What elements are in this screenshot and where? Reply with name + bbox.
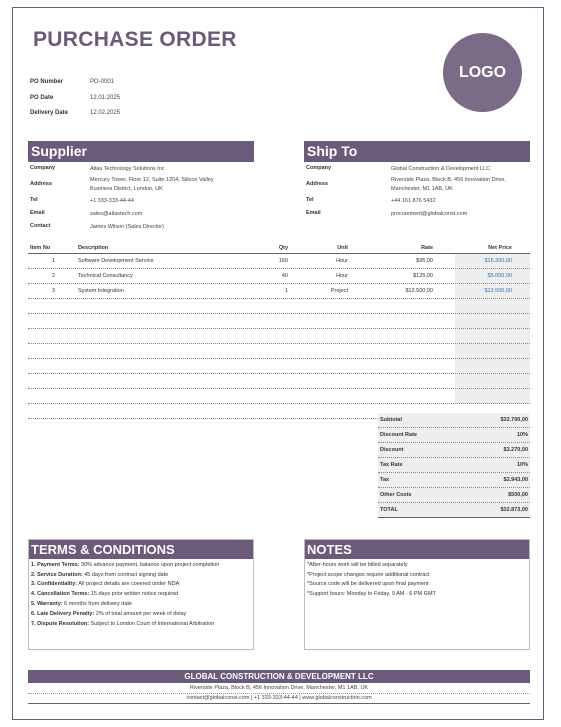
term-item: 1. Payment Terms: 30% advance payment, balance upon project completion: [31, 561, 220, 568]
po-number-value: PO-0001: [90, 79, 115, 85]
ship-to-email-row: [306, 210, 467, 219]
table-row: [28, 254, 530, 269]
footer-company-name: GLOBAL CONSTRUCTION & DEVELOPMENT LLC: [28, 670, 530, 683]
supplier-email-row: [30, 210, 142, 219]
total-value: $32.873,00: [500, 507, 528, 513]
total-label: Tax: [380, 477, 390, 483]
totals-table: [378, 413, 530, 518]
qty-cell: 160: [278, 258, 288, 264]
total-label: TOTAL: [380, 507, 398, 513]
col-unit: Unit: [337, 244, 348, 251]
term-item: 5. Warranty: 6 months from delivery date: [31, 600, 132, 607]
supplier-email-label: Email: [30, 210, 45, 216]
po-number-row: [30, 79, 114, 85]
delivery-date-label: Delivery Date: [30, 110, 69, 116]
supplier-address-line1: Mercury Tower, Floor 12, Suite 1204, Silicon Valley: [90, 177, 214, 183]
empty-table-row: [28, 314, 530, 329]
items-table: [28, 242, 530, 419]
rate-cell: $95,00: [416, 258, 433, 264]
ship-to-tel-row: [306, 197, 436, 206]
supplier-contact-label: Contact: [30, 223, 51, 229]
ship-to-address-label: Address: [306, 181, 329, 187]
page-title: PURCHASE ORDER: [33, 28, 237, 51]
logo-placeholder: [443, 33, 522, 112]
supplier-email-value: sales@atlastech.com: [90, 211, 143, 217]
logo-text: LOGO: [458, 63, 507, 81]
supplier-header: Supplier: [28, 141, 254, 162]
supplier-contact-row: [30, 223, 164, 232]
unit-cell: Project: [330, 288, 348, 294]
ship-to-email-label: Email: [306, 210, 321, 216]
supplier-address-line2: Business District, London, UK: [90, 186, 163, 192]
grand-total-row: [378, 503, 530, 518]
ship-to-address-line2: Manchester, M1 1AB, UK: [391, 186, 453, 192]
ship-to-company-row: [306, 165, 490, 174]
col-rate: Rate: [421, 244, 433, 251]
notes-header: NOTES: [305, 540, 529, 559]
footer-bottom-rule: [28, 703, 530, 704]
total-label: Subtotal: [380, 417, 402, 423]
empty-table-row: [28, 359, 530, 374]
discount-row: [378, 443, 530, 458]
supplier-company-row: [30, 165, 165, 174]
empty-table-row: [28, 299, 530, 314]
term-item: 4. Cancellation Terms: 15 days prior written notice required: [31, 591, 179, 598]
tax-row: [378, 473, 530, 488]
supplier-tel-value: +1 333-333-44-44: [90, 198, 134, 204]
ship-to-tel-value: +44 161 876 5432: [391, 198, 436, 204]
terms-header: TERMS & CONDITIONS: [29, 540, 253, 559]
po-date-label: PO Date: [30, 95, 54, 101]
ship-to-tel-label: Tel: [306, 197, 314, 203]
total-value: $32.700,00: [500, 417, 528, 423]
unit-cell: Hour: [336, 258, 348, 264]
po-number-label: PO Number: [30, 79, 64, 85]
description-cell: System Integration: [78, 288, 124, 294]
unit-cell: Hour: [336, 273, 348, 279]
total-value: $500,00: [508, 492, 528, 498]
total-label: Discount Rate: [380, 432, 417, 438]
qty-cell: 1: [284, 288, 288, 294]
note-item: *Project scope changes require additional contract: [307, 571, 430, 578]
net-price-cell: $5.000,00: [487, 273, 512, 279]
description-cell: Software Development Service: [78, 258, 154, 264]
ship-to-address-row: [306, 176, 506, 194]
rate-cell: $125,00: [413, 273, 433, 279]
empty-table-row: [28, 374, 530, 389]
item-no-cell: 3: [52, 288, 56, 294]
item-no-cell: 1: [52, 258, 56, 264]
col-item-no: Item No: [30, 244, 51, 251]
col-description: Description: [78, 244, 109, 251]
ship-to-address-line1: Riverside Plaza, Block B, 456 Innovation Drive,: [391, 177, 506, 183]
delivery-date-row: [30, 110, 120, 116]
supplier-tel-row: [30, 197, 134, 206]
discount-rate-row: [378, 428, 530, 443]
col-qty: Qty: [278, 244, 288, 251]
table-row: [28, 269, 530, 284]
net-price-cell: $12.500,00: [484, 288, 512, 294]
ship-to-company-label: Company: [306, 165, 332, 171]
total-value: $2.943,00: [503, 477, 528, 483]
note-item: *Support hours: Monday to Friday, 9 AM - 6 PM GMT: [307, 591, 436, 598]
other-costs-row: [378, 488, 530, 503]
footer-contact: contact@globalconst.com | +1 333-333-44-44 | www.globalconstruction.com: [186, 695, 372, 701]
term-item: 6. Late Delivery Penalty: 2% of total amount per week of delay: [31, 610, 187, 617]
total-label: Discount: [380, 447, 404, 453]
net-price-cell: $15.200,00: [484, 258, 512, 264]
empty-table-row: [28, 344, 530, 359]
po-date-row: [30, 95, 120, 101]
empty-table-row: [28, 389, 530, 404]
subtotal-row: [378, 413, 530, 428]
po-date-value: 12.01.2025: [90, 95, 121, 101]
note-item: *After-hours work will be billed separately: [307, 561, 408, 568]
item-no-cell: 2: [52, 273, 56, 279]
total-label: Tax Rate: [380, 462, 403, 468]
note-item: *Source code will be delivered upon final payment: [307, 581, 429, 588]
tax-rate-row: [378, 458, 530, 473]
qty-cell: 40: [281, 273, 288, 279]
ship-to-company-value: Global Construction & Development LLC: [391, 166, 491, 172]
supplier-address-label: Address: [30, 181, 53, 187]
footer-divider: [28, 693, 530, 694]
term-item: 7. Dispute Resolution: Subject to London Court of International Arbitration: [31, 620, 215, 627]
supplier-contact-value: James Wilson (Sales Director): [90, 224, 164, 230]
items-table-header: [28, 242, 530, 254]
ship-to-email-value: procurement@globalconst.com: [391, 211, 468, 217]
supplier-tel-label: Tel: [30, 197, 38, 203]
rate-cell: $12.500,00: [405, 288, 433, 294]
total-label: Other Costs: [380, 492, 412, 498]
supplier-company-value: Atlas Technology Solutions Inc: [90, 166, 165, 172]
table-row: [28, 284, 530, 299]
total-value: $3.270,00: [503, 447, 528, 453]
term-item: 3. Confidentiality: All project details are covered under NDA: [31, 581, 180, 588]
term-item: 2. Service Duration: 45 days from contract signing date: [31, 571, 169, 578]
description-cell: Technical Consultancy: [78, 273, 133, 279]
ship-to-header: Ship To: [304, 141, 530, 162]
footer-address: Riverside Plaza, Block B, 456 Innovation Drive, Manchester, M1 1AB, UK: [189, 685, 369, 691]
notes-box: [304, 539, 530, 650]
empty-table-row: [28, 329, 530, 344]
supplier-address-row: [30, 176, 214, 194]
total-value: 10%: [516, 462, 528, 468]
delivery-date-value: 12.02.2025: [90, 110, 121, 116]
supplier-company-label: Company: [30, 165, 56, 171]
terms-box: [28, 539, 254, 650]
total-value: 10%: [516, 432, 528, 438]
col-net-price: Net Price: [488, 244, 512, 251]
